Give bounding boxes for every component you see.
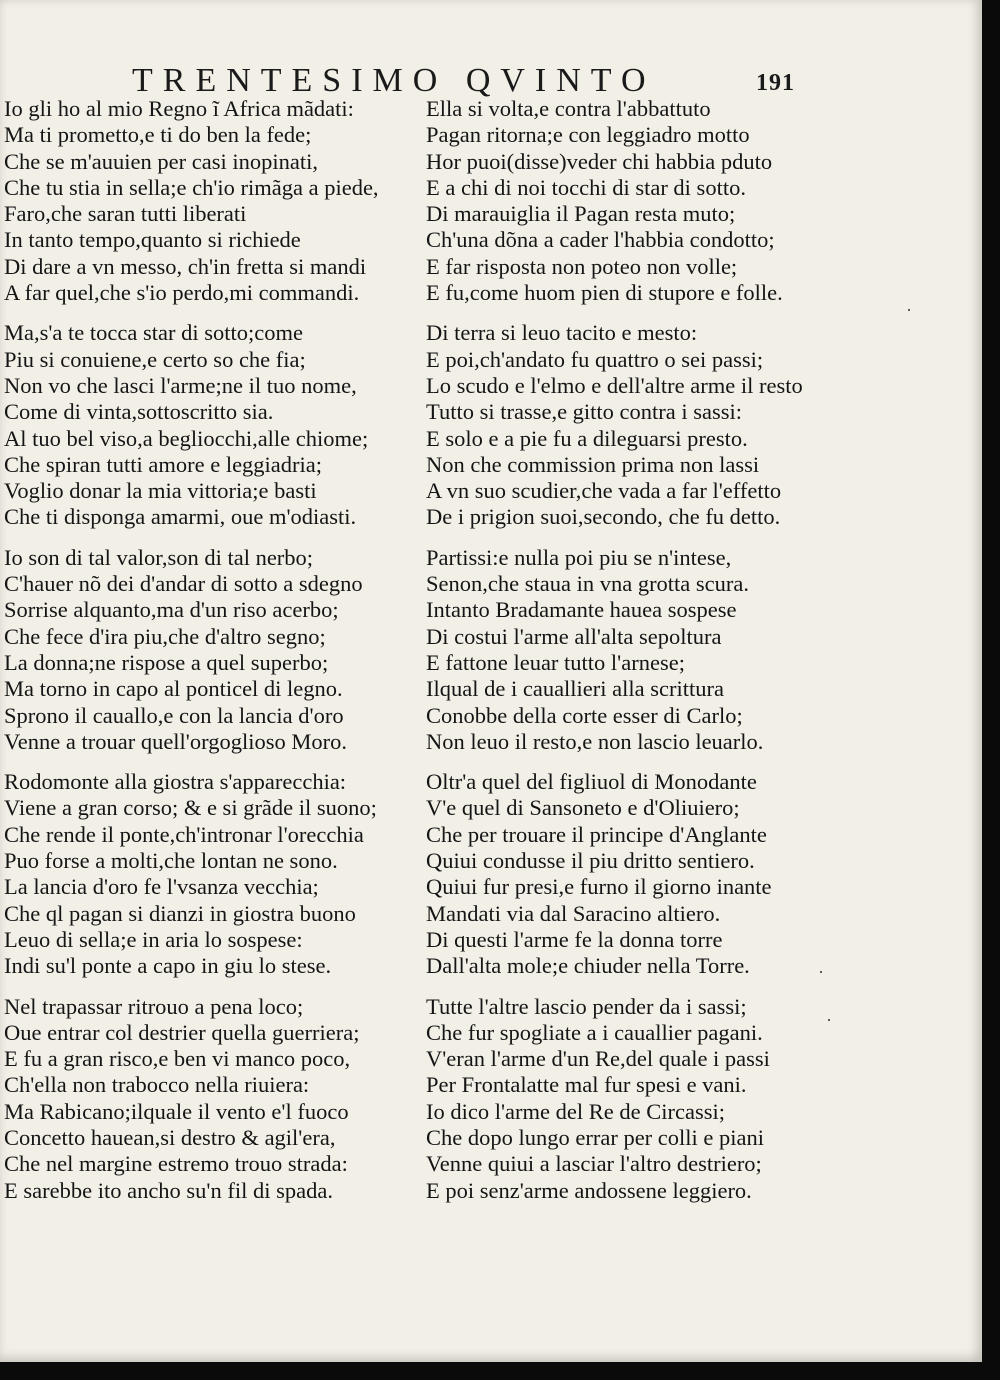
stanza <box>4 994 418 1204</box>
stanza <box>426 320 838 530</box>
verse-line: E poi senz'arme andossene leggiero. <box>426 1177 752 1203</box>
stanza <box>4 320 418 530</box>
margin-mark: · <box>818 962 824 982</box>
verse-line: Che se m'auuien per casi inopinati, <box>4 148 318 174</box>
verse-line: Ma Rabicano;ilquale il vento e'l fuoco <box>4 1098 349 1124</box>
verse-line: Non vo che lasci l'arme;ne il tuo nome, <box>4 372 357 398</box>
page-number: 191 <box>756 70 795 96</box>
verse-line: Oltr'a quel del figliuol di Monodante <box>426 769 757 795</box>
verse-line: Di terra si leuo tacito e mesto: <box>426 320 698 346</box>
verse-line: Non che commission prima non lassi <box>426 451 760 477</box>
verse-line: Ilqual de i cauallieri alla scrittura <box>426 676 724 702</box>
right-column <box>426 96 838 1218</box>
verse-line: Di dare a vn messo, ch'in fretta si mandi <box>4 253 367 279</box>
verse-line: Ma,s'a te tocca star di sotto;come <box>4 320 303 346</box>
verse-line: Faro,che saran tutti liberati <box>4 201 247 227</box>
verse-line: Venne a trouar quell'orgoglioso Moro. <box>4 728 347 754</box>
verse-line: Conobbe della corte esser di Carlo; <box>426 702 743 728</box>
verse-line: Come di vinta,sottoscritto sia. <box>4 399 274 425</box>
verse-line: Che dopo lungo errar per colli e piani <box>426 1124 765 1150</box>
running-title: TRENTESIMO QVINTO <box>132 62 656 99</box>
verse-line: Ma torno in capo al ponticel di legno. <box>4 676 343 702</box>
verse-line: Venne quiui a lasciar l'altro destriero; <box>426 1151 762 1177</box>
verse-line: C'hauer nõ dei d'andar di sotto a sdegno <box>4 571 363 597</box>
verse-line: Che per trouare il principe d'Anglante <box>426 821 767 847</box>
verse-line: Oue entrar col destrier quella guerriera; <box>4 1019 360 1045</box>
verse-line: E fattone leuar tutto l'arnese; <box>426 649 685 675</box>
verse-line: Senon,che staua in vna grotta scura. <box>426 571 750 597</box>
verse-line: La lancia d'oro fe l'vsanza vecchia; <box>4 874 319 900</box>
stanza <box>4 545 418 755</box>
verse-line: V'e quel di Sansoneto e d'Oliuiero; <box>426 795 740 821</box>
verse-line: Intanto Bradamante hauea sospese <box>426 597 737 623</box>
verse-line: Partissi:e nulla poi piu se n'intese, <box>426 544 732 570</box>
scan-border-bottom <box>0 1362 1000 1380</box>
verse-line: A vn suo scudier,che vada a far l'effetto <box>426 478 782 504</box>
verse-line: Che nel margine estremo trouo strada: <box>4 1151 348 1177</box>
verse-line: La donna;ne rispose a quel superbo; <box>4 649 329 675</box>
verse-line: E sarebbe ito ancho su'n fil di spada. <box>4 1177 333 1203</box>
verse-line: Che rende il ponte,ch'intronar l'orecchia <box>4 821 364 847</box>
verse-line: Per Frontalatte mal fur spesi e vani. <box>426 1072 747 1098</box>
verse-line: Dall'alta mole;e chiuder nella Torre. <box>426 953 750 979</box>
verse-line: Puo forse a molti,che lontan ne sono. <box>4 848 338 874</box>
verse-line: Concetto hauean,si destro & agil'era, <box>4 1124 336 1150</box>
verse-line: Che ql pagan si dianzi in giostra buono <box>4 900 356 926</box>
verse-line: Ch'una dõna a cader l'habbia condotto; <box>426 227 775 253</box>
page-header <box>0 60 982 100</box>
verse-line: Che tu stia in sella;e ch'io rimãga a piede, <box>4 174 379 200</box>
verse-line: Ch'ella non trabocco nella riuiera: <box>4 1072 310 1098</box>
stanza <box>426 545 838 755</box>
verse-line: Io gli ho al mio Regno ĩ Africa mãdati: <box>4 96 354 121</box>
verse-line: Sorrise alquanto,ma d'un riso acerbo; <box>4 597 339 623</box>
margin-mark: · <box>906 300 912 320</box>
verse-line: E solo e a pie fu a dileguarsi presto. <box>426 425 748 451</box>
verse-line: E a chi di noi tocchi di star di sotto. <box>426 174 746 200</box>
scan-border-right <box>982 0 1000 1380</box>
verse-line: E poi,ch'andato fu quattro o sei passi; <box>426 346 764 372</box>
verse-line: Quiui fur presi,e furno il giorno inante <box>426 874 772 900</box>
verse-line: Rodomonte alla giostra s'apparecchia: <box>4 769 347 795</box>
stanza <box>4 96 418 306</box>
verse-line: E far risposta non poteo non volle; <box>426 253 738 279</box>
verse-line: Che fece d'ira piu,che d'altro segno; <box>4 623 326 649</box>
verse-line: Non leuo il resto,e non lascio leuarlo. <box>426 728 764 754</box>
verse-line: Ma ti prometto,e ti do ben la fede; <box>4 122 312 148</box>
verse-line: Io dico l'arme del Re de Circassi; <box>426 1098 725 1124</box>
verse-line: Indi su'l ponte a capo in giu lo stese. <box>4 953 332 979</box>
verse-line: Sprono il cauallo,e con la lancia d'oro <box>4 702 344 728</box>
verse-line: Quiui condusse il piu dritto sentiero. <box>426 848 755 874</box>
stanza <box>426 96 838 306</box>
verse-line: De i prigion suoi,secondo, che fu detto. <box>426 504 781 530</box>
verse-line: Tutto si trasse,e gitto contra i sassi: <box>426 399 743 425</box>
verse-line: Lo scudo e l'elmo e dell'altre arme il resto <box>426 372 803 398</box>
verse-line: Piu si conuiene,e certo so che fia; <box>4 346 306 372</box>
verse-line: Che spiran tutti amore e leggiadria; <box>4 451 323 477</box>
verse-line: Leuo di sella;e in aria lo sospese: <box>4 926 303 952</box>
verse-line: A far quel,che s'io perdo,mi commandi. <box>4 280 360 306</box>
verse-line: Al tuo bel viso,a begliocchi,alle chiome; <box>4 425 369 451</box>
stanza <box>426 994 838 1204</box>
verse-line: Io son di tal valor,son di tal nerbo; <box>4 544 314 570</box>
verse-line: Di costui l'arme all'alta sepoltura <box>426 623 722 649</box>
stanza <box>4 769 418 979</box>
verse-line: In tanto tempo,quanto si richiede <box>4 227 301 253</box>
verse-line: Pagan ritorna;e con leggiadro motto <box>426 122 750 148</box>
verse-line: Di marauiglia il Pagan resta muto; <box>426 201 736 227</box>
verse-line: Che ti dispongа amarmi, oue m'odiasti. <box>4 504 357 530</box>
verse-line: Mandati via dal Saracino altiero. <box>426 900 721 926</box>
verse-line: Tutte l'altre lascio pender da i sassi; <box>426 993 747 1019</box>
verse-line: Voglio donar la mia vittoria;e basti <box>4 478 317 504</box>
verse-line: E fu a gran risco,e ben vi manco poco, <box>4 1046 351 1072</box>
verse-line: Nel trapassar ritrouo a pena loco; <box>4 993 304 1019</box>
verse-line: Viene a gran corso; & e si grãde il suono; <box>4 795 377 821</box>
verse-line: Di questi l'arme fe la donna torre <box>426 926 723 952</box>
margin-mark: · <box>826 1010 832 1030</box>
left-column <box>4 96 418 1218</box>
verse-line: Hor puoi(disse)veder chi habbia pduto <box>426 148 773 174</box>
stanza <box>426 769 838 979</box>
verse-line: E fu,come huom pien di stupore e folle. <box>426 280 783 306</box>
verse-line: V'eran l'arme d'un Re,del quale i passi <box>426 1046 770 1072</box>
verse-line: Ella si volta,e contra l'abbattuto <box>426 96 711 121</box>
verse-line: Che fur spogliate a i cauallier pagani. <box>426 1019 763 1045</box>
